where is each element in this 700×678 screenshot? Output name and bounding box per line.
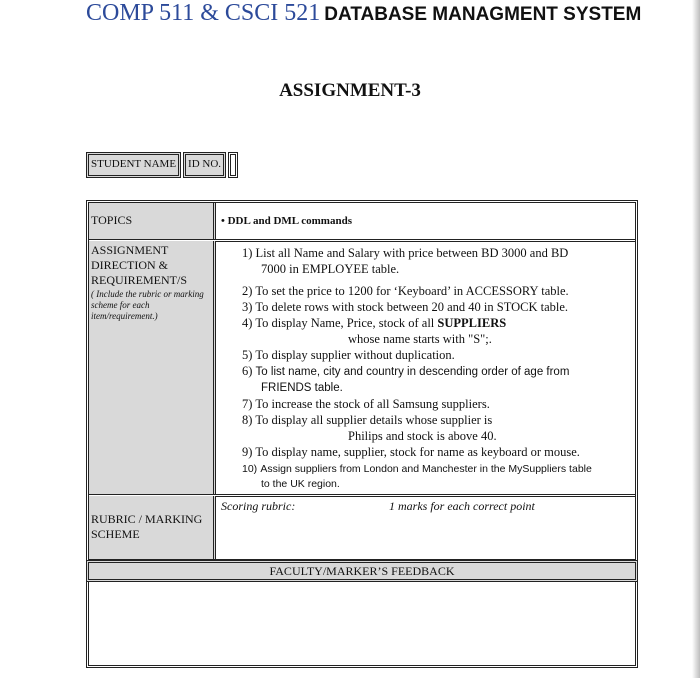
requirement-item: 5) To display supplier without duplication. bbox=[242, 348, 455, 362]
requirement-item: 7) To increase the stock of all Samsung suppliers. bbox=[242, 397, 490, 411]
topics-label: TOPICS bbox=[89, 203, 216, 239]
document-header bbox=[86, 0, 656, 29]
direction-label-cell bbox=[89, 241, 216, 494]
direction-note: ( Include the rubric or marking scheme for each item/requirement.) bbox=[91, 289, 204, 321]
requirement-item: 8) To display all supplier details whose supplier is Philips and stock is above 40. bbox=[242, 413, 497, 443]
requirement-item: 4) To display Name, Price, stock of all SUPPLIERS whose name starts with "S";. bbox=[242, 316, 507, 346]
course-subject: DATABASE MANAGMENT SYSTEM bbox=[324, 4, 642, 25]
direction-label: ASSIGNMENT DIRECTION & REQUIREMENT/S bbox=[91, 243, 187, 287]
scoring-rubric-value: 1 marks for each correct point bbox=[389, 499, 535, 513]
course-code: COMP 511 & CSCI 521 bbox=[86, 0, 321, 26]
requirement-item: 3) To delete rows with stock between 20 and 40 in STOCK table. bbox=[242, 300, 569, 314]
student-name-label: STUDENT NAME bbox=[86, 152, 181, 178]
topics-value: • DDL and DML commands bbox=[221, 215, 352, 227]
requirement-item: 1) List all Name and Salary with price between BD 3000 and BD 7000 in EMPLOYEE table. bbox=[242, 246, 569, 276]
id-no-label: ID NO. bbox=[183, 152, 226, 178]
student-info-box bbox=[86, 152, 240, 178]
feedback-header: FACULTY/MARKER’S FEEDBACK bbox=[86, 560, 638, 582]
rubric-label: RUBRIC / MARKING SCHEME bbox=[89, 496, 216, 559]
student-info-empty-cell bbox=[228, 152, 238, 178]
direction-value bbox=[218, 241, 635, 494]
requirement-item: 6) To list name, city and country in descending order of age from FRIENDS table. bbox=[242, 364, 570, 394]
assignment-title: ASSIGNMENT-3 bbox=[279, 80, 421, 101]
rubric-row bbox=[89, 496, 635, 559]
requirement-item: 10) Assign suppliers from London and Manchester in the MySuppliers table to the UK region. bbox=[242, 463, 592, 490]
rubric-value bbox=[218, 496, 635, 559]
direction-row bbox=[89, 241, 635, 497]
scoring-rubric-label: Scoring rubric: bbox=[221, 499, 296, 513]
requirement-item: 2) To set the price to 1200 for ‘Keyboard’ in ACCESSORY table. bbox=[242, 284, 569, 298]
assignment-table bbox=[86, 200, 638, 562]
requirement-item: 9) To display name, supplier, stock for name as keyboard or mouse. bbox=[242, 445, 580, 459]
feedback-area bbox=[86, 582, 638, 668]
requirements-list bbox=[242, 245, 633, 492]
topics-row bbox=[89, 203, 635, 242]
